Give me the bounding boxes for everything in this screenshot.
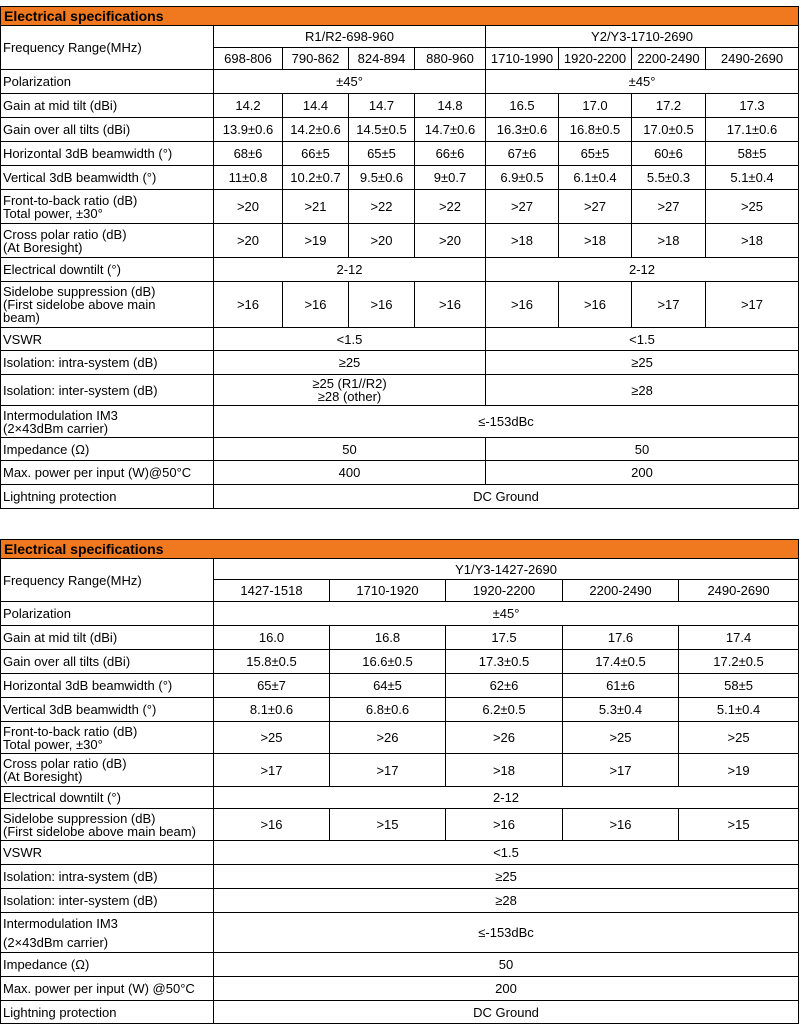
table-cell: 5.1±0.4 — [679, 698, 799, 722]
table-cell: >20 — [415, 224, 486, 258]
table-cell: 2-12 — [214, 787, 799, 809]
label-line: Intermodulation IM3 — [3, 407, 118, 423]
impedance-label: Impedance (Ω) — [1, 953, 214, 977]
table-cell: 14.7±0.6 — [415, 118, 486, 142]
vertical-beamwidth-label: Vertical 3dB beamwidth (°) — [1, 166, 214, 190]
table-cell: >17 — [632, 282, 706, 328]
electrical-spec-table-2 — [0, 539, 799, 1024]
horizontal-beamwidth-label: Horizontal 3dB beamwidth (°) — [1, 674, 214, 698]
label-line: Front-to-back ratio (dB) — [3, 723, 138, 739]
table-cell: 8.1±0.6 — [214, 698, 330, 722]
table-cell: 50 — [486, 438, 799, 461]
table-cell: >19 — [283, 224, 349, 258]
table-cell: 60±6 — [632, 142, 706, 166]
table-cell: 14.2±0.6 — [283, 118, 349, 142]
table-cell: 17.1±0.6 — [706, 118, 799, 142]
label-line: Cross polar ratio (dB) — [3, 226, 127, 242]
table-cell: 17.4±0.5 — [563, 650, 679, 674]
table-cell: >16 — [415, 282, 486, 328]
cross-polar-label — [1, 224, 214, 258]
table-cell: 14.5±0.5 — [349, 118, 415, 142]
electrical-spec-table-1 — [0, 6, 799, 509]
table-cell: 67±6 — [486, 142, 559, 166]
table-cell: >15 — [330, 809, 446, 841]
band-header: 824-894 — [349, 48, 415, 70]
table-cell: 5.3±0.4 — [563, 698, 679, 722]
table-cell: >17 — [706, 282, 799, 328]
polarization-value: ±45° — [214, 70, 486, 94]
table-cell: 11±0.8 — [214, 166, 283, 190]
table-cell: >20 — [349, 224, 415, 258]
table-cell: 65±5 — [559, 142, 632, 166]
table-cell: >15 — [679, 809, 799, 841]
label-line: (First sidelobe above main beam) — [3, 823, 196, 839]
table-cell: >25 — [679, 722, 799, 754]
gain-mid-tilt-label: Gain at mid tilt (dBi) — [1, 94, 214, 118]
table-cell: <1.5 — [214, 328, 486, 351]
table-cell: >16 — [349, 282, 415, 328]
table-cell — [214, 375, 486, 406]
table-cell: >16 — [559, 282, 632, 328]
table-cell: >17 — [214, 754, 330, 787]
table-cell: 16.8 — [330, 626, 446, 650]
lightning-protection-label: Lightning protection — [1, 1001, 214, 1024]
table-cell: >27 — [559, 190, 632, 224]
table-cell: >17 — [563, 754, 679, 787]
table-cell: >18 — [486, 224, 559, 258]
section-header: Electrical specifications — [1, 7, 799, 26]
label-line: Total power, ±30° — [3, 736, 103, 752]
table-cell: >19 — [679, 754, 799, 787]
isolation-inter-label: Isolation: inter-system (dB) — [1, 889, 214, 913]
band-header: 1427-1518 — [214, 580, 330, 602]
sidelobe-suppression-label — [1, 809, 214, 841]
table-cell: >22 — [415, 190, 486, 224]
table-cell: 17.2±0.5 — [679, 650, 799, 674]
polarization-label: Polarization — [1, 602, 214, 626]
table-cell: ≥25 — [214, 351, 486, 375]
cell-line: ≥28 (other) — [317, 389, 382, 404]
front-to-back-label — [1, 722, 214, 754]
table-cell: >18 — [559, 224, 632, 258]
band-header: 698-806 — [214, 48, 283, 70]
frequency-range-label: Frequency Range(MHz) — [1, 26, 214, 70]
band-header: 1710-1990 — [486, 48, 559, 70]
table-cell: ≥28 — [486, 375, 799, 406]
table-cell: >16 — [563, 809, 679, 841]
table-cell: >16 — [486, 282, 559, 328]
table-cell: 17.6 — [563, 626, 679, 650]
table-cell: 10.2±0.7 — [283, 166, 349, 190]
table-cell: 50 — [214, 438, 486, 461]
table-cell: 58±5 — [706, 142, 799, 166]
table-cell: 61±6 — [563, 674, 679, 698]
intermodulation-label — [1, 406, 214, 438]
label-line: (At Boresight) — [3, 769, 83, 784]
band-header: 1920-2200 — [446, 580, 563, 602]
table-cell: 200 — [214, 977, 799, 1001]
table-cell: ≥25 — [214, 865, 799, 889]
table-cell: >16 — [283, 282, 349, 328]
table-cell: 16.8±0.5 — [559, 118, 632, 142]
label-line: Sidelobe suppression (dB) — [3, 284, 156, 299]
table-cell: DC Ground — [214, 485, 799, 509]
table-cell: >20 — [214, 224, 283, 258]
isolation-intra-label: Isolation: intra-system (dB) — [1, 865, 214, 889]
table-cell: 66±6 — [415, 142, 486, 166]
table-cell: >25 — [214, 722, 330, 754]
band-group-header: R1/R2-698-960 — [214, 26, 486, 48]
table-cell: ≥25 — [486, 351, 799, 375]
table-cell: 17.0 — [559, 94, 632, 118]
table-cell: 14.8 — [415, 94, 486, 118]
table-cell: 17.2 — [632, 94, 706, 118]
table-cell: ≤-153dBc — [214, 406, 799, 438]
band-header: 1920-2200 — [559, 48, 632, 70]
table-cell: >27 — [486, 190, 559, 224]
table-cell: 6.1±0.4 — [559, 166, 632, 190]
table-cell: 200 — [486, 461, 799, 485]
table-cell: 50 — [214, 953, 799, 977]
frequency-range-label: Frequency Range(MHz) — [1, 559, 214, 602]
band-header: 1710-1920 — [330, 580, 446, 602]
cell-line: ≥25 (R1//R2) — [312, 376, 387, 391]
cross-polar-label — [1, 754, 214, 787]
table-cell: >18 — [446, 754, 563, 787]
table-cell: 64±5 — [330, 674, 446, 698]
table-cell: >18 — [706, 224, 799, 258]
table-cell: 6.9±0.5 — [486, 166, 559, 190]
band-header: 2200-2490 — [632, 48, 706, 70]
table-cell: 15.8±0.5 — [214, 650, 330, 674]
gain-all-tilts-label: Gain over all tilts (dBi) — [1, 118, 214, 142]
table-cell: 65±7 — [214, 674, 330, 698]
band-group-header: Y2/Y3-1710-2690 — [486, 26, 799, 48]
front-to-back-label — [1, 190, 214, 224]
section-header: Electrical specifications — [1, 540, 799, 559]
max-power-label: Max. power per input (W)@50°C — [1, 461, 214, 485]
label-line: beam) — [3, 310, 40, 325]
table-cell: 66±5 — [283, 142, 349, 166]
max-power-label: Max. power per input (W) @50°C — [1, 977, 214, 1001]
table-cell: >27 — [632, 190, 706, 224]
table-cell: <1.5 — [486, 328, 799, 351]
table-cell: ≥28 — [214, 889, 799, 913]
table-cell: 17.4 — [679, 626, 799, 650]
band-header: 2490-2690 — [706, 48, 799, 70]
table-cell: >26 — [330, 722, 446, 754]
table-cell: >16 — [446, 809, 563, 841]
table-cell: 14.4 — [283, 94, 349, 118]
table-cell: 5.1±0.4 — [706, 166, 799, 190]
label-line: (First sidelobe above main — [3, 297, 156, 312]
isolation-intra-label: Isolation: intra-system (dB) — [1, 351, 214, 375]
table-cell: 17.5 — [446, 626, 563, 650]
table-cell: 6.8±0.6 — [330, 698, 446, 722]
polarization-label: Polarization — [1, 70, 214, 94]
vswr-label: VSWR — [1, 328, 214, 351]
table-cell: 2-12 — [486, 258, 799, 282]
intermodulation-label — [1, 913, 214, 953]
table-cell: >21 — [283, 190, 349, 224]
isolation-inter-label: Isolation: inter-system (dB) — [1, 375, 214, 406]
table-cell: >18 — [632, 224, 706, 258]
table-cell: >26 — [446, 722, 563, 754]
table-cell: 68±6 — [214, 142, 283, 166]
table-cell: >25 — [563, 722, 679, 754]
label-line: Intermodulation IM3 — [3, 916, 118, 931]
table-cell: >17 — [330, 754, 446, 787]
table-cell: 17.0±0.5 — [632, 118, 706, 142]
band-header: 2200-2490 — [563, 580, 679, 602]
table-cell: 62±6 — [446, 674, 563, 698]
table-cell: 16.6±0.5 — [330, 650, 446, 674]
electrical-downtilt-label: Electrical downtilt (°) — [1, 787, 214, 809]
table-cell: 17.3±0.5 — [446, 650, 563, 674]
impedance-label: Impedance (Ω) — [1, 438, 214, 461]
table-cell: 13.9±0.6 — [214, 118, 283, 142]
table-cell: 9.5±0.6 — [349, 166, 415, 190]
table-cell: 6.2±0.5 — [446, 698, 563, 722]
label-line: Total power, ±30° — [3, 205, 103, 221]
table-cell: >16 — [214, 282, 283, 328]
table-cell: >16 — [214, 809, 330, 841]
table-cell: 17.3 — [706, 94, 799, 118]
band-header: 2490-2690 — [679, 580, 799, 602]
table-cell: 400 — [214, 461, 486, 485]
label-line: Cross polar ratio (dB) — [3, 756, 127, 771]
band-header: 880-960 — [415, 48, 486, 70]
label-line: Front-to-back ratio (dB) — [3, 192, 138, 208]
polarization-value: ±45° — [486, 70, 799, 94]
label-line: (2×43dBm carrier) — [3, 935, 109, 950]
label-line: (2×43dBm carrier) — [3, 420, 109, 436]
band-header: 790-862 — [283, 48, 349, 70]
table-cell: >25 — [706, 190, 799, 224]
table-cell: <1.5 — [214, 841, 799, 865]
table-cell: >22 — [349, 190, 415, 224]
electrical-downtilt-label: Electrical downtilt (°) — [1, 258, 214, 282]
table-cell: 9±0.7 — [415, 166, 486, 190]
table-cell: >20 — [214, 190, 283, 224]
table-cell: DC Ground — [214, 1001, 799, 1024]
gain-mid-tilt-label: Gain at mid tilt (dBi) — [1, 626, 214, 650]
table-cell: 2-12 — [214, 258, 486, 282]
label-line: Sidelobe suppression (dB) — [3, 810, 156, 826]
table-cell: 5.5±0.3 — [632, 166, 706, 190]
horizontal-beamwidth-label: Horizontal 3dB beamwidth (°) — [1, 142, 214, 166]
table-cell: ≤-153dBc — [214, 913, 799, 953]
sidelobe-suppression-label — [1, 282, 214, 328]
vertical-beamwidth-label: Vertical 3dB beamwidth (°) — [1, 698, 214, 722]
table-cell: 16.0 — [214, 626, 330, 650]
table-cell: 14.2 — [214, 94, 283, 118]
band-group-header: Y1/Y3-1427-2690 — [214, 559, 799, 580]
table-cell: 14.7 — [349, 94, 415, 118]
lightning-protection-label: Lightning protection — [1, 485, 214, 509]
table-cell: 65±5 — [349, 142, 415, 166]
table-cell: 16.3±0.6 — [486, 118, 559, 142]
table-cell: 58±5 — [679, 674, 799, 698]
gain-all-tilts-label: Gain over all tilts (dBi) — [1, 650, 214, 674]
label-line: (At Boresight) — [3, 239, 83, 255]
polarization-value: ±45° — [214, 602, 799, 626]
table-cell: 16.5 — [486, 94, 559, 118]
vswr-label: VSWR — [1, 841, 214, 865]
